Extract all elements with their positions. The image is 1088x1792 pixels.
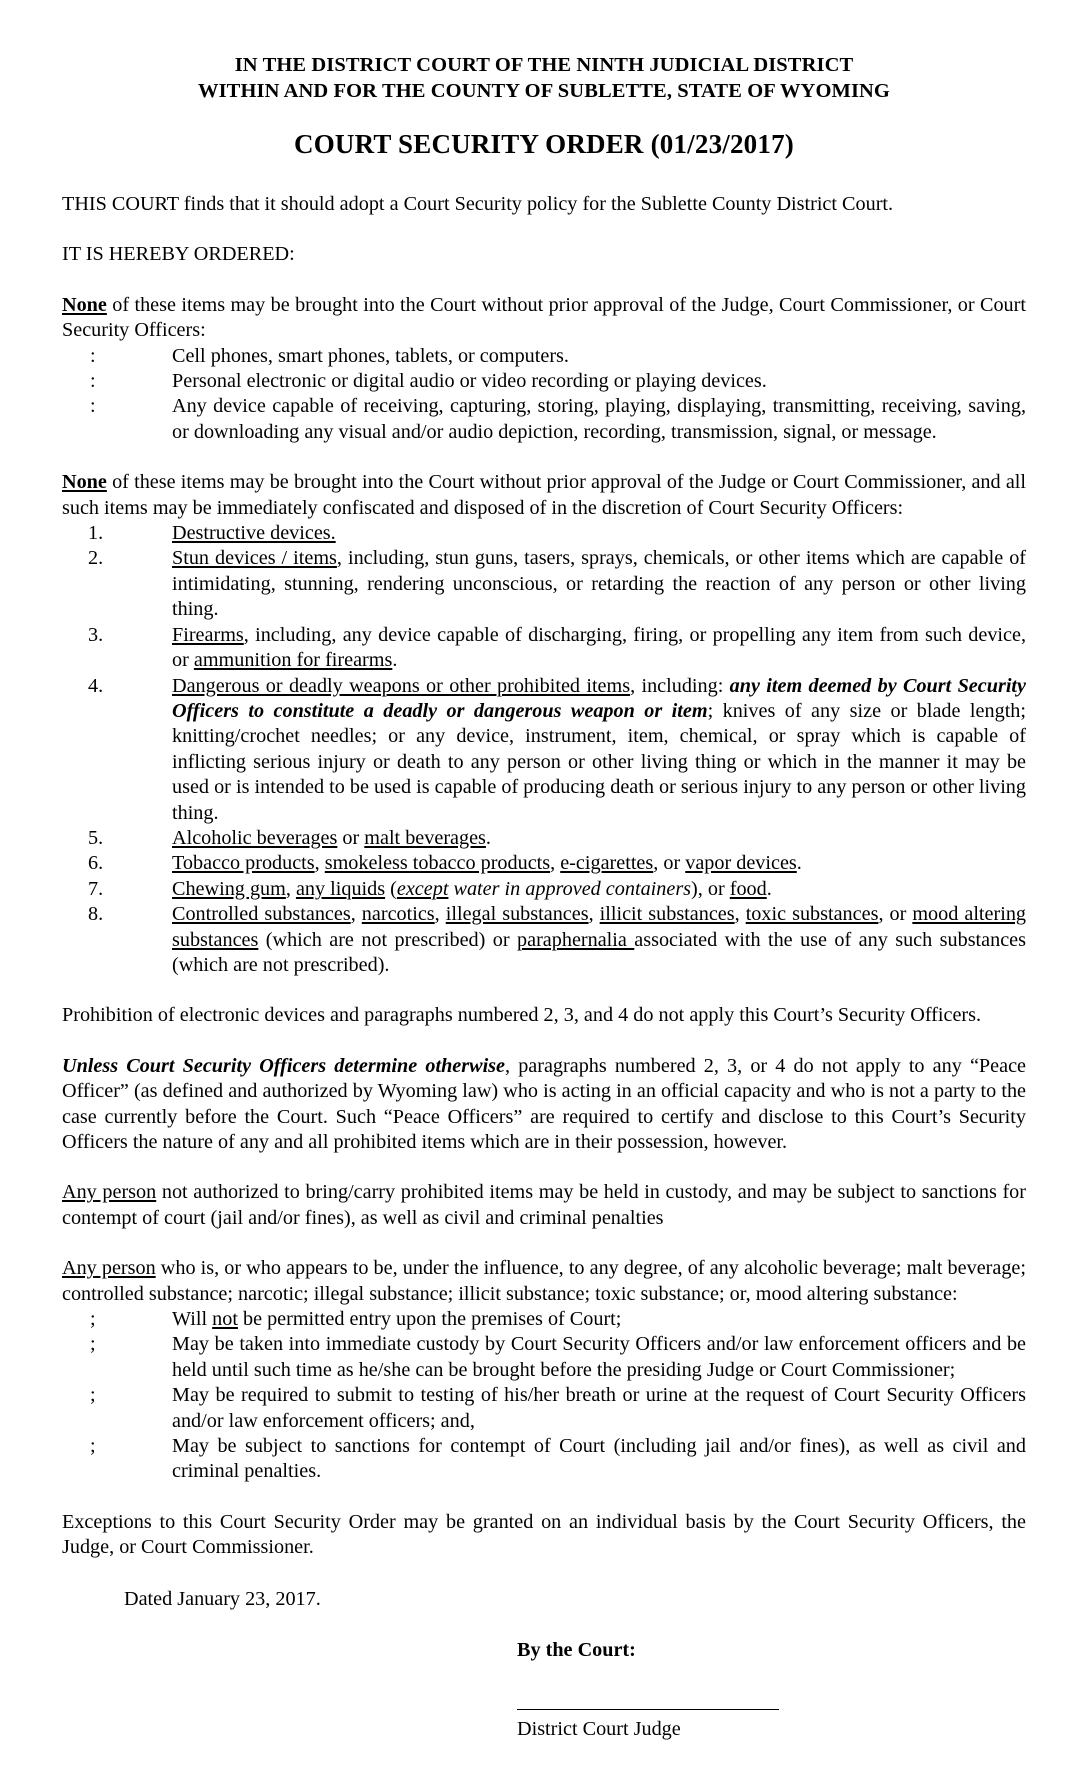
list-item-text: , including, any device capable of discharging, firing, or propelling any item from such device, or [172,623,1026,672]
ordered-heading: IT IS HEREBY ORDERED: [62,243,295,266]
list-item-number: 8. [88,903,104,926]
none-lead-1: None [62,293,107,316]
list-item-number: 5. [88,826,104,849]
unless-paragraph [62,1054,1026,1156]
any-person-paragraph-2 [62,1256,1026,1307]
list-item [62,1383,1026,1434]
list-item-text: May be subject to sanctions for contempt of Court (including jail and/or fines), as well as civil and criminal penalties. [172,1435,1026,1483]
list-item-text: May be required to submit to testing of his/her breath or urine at the request of Court Security Officers and/or law enforcement officers; and, [172,1384,1026,1432]
list-item-number: 2. [88,547,104,570]
list-item-lead: Destructive devices. [172,522,336,545]
table-row [62,546,1026,622]
signature-line [517,1708,779,1710]
list-item [62,1332,1026,1383]
list-item-lead: Firearms [172,623,244,646]
bullet-marker-icon: ; [90,1435,96,1458]
list-item [62,344,1026,369]
none-paragraph-2 [62,470,1026,521]
table-row [62,902,1026,978]
none-paragraph-1 [62,293,1026,344]
court-header-line-1: IN THE DISTRICT COURT OF THE NINTH JUDICIAL DISTRICT [234,54,854,76]
by-the-court-label: By the Court: [517,1639,636,1662]
court-header-line-2: WITHIN AND FOR THE COUNTY OF SUBLETTE, STATE OF WYOMING [198,80,890,102]
bullet-marker-icon: ; [90,1308,96,1331]
list-item-lead: Stun devices / items [172,547,337,570]
list-item-lead: Alcoholic beverages [172,826,338,849]
list-item-tail: ammunition for firearms [193,649,393,672]
list-item-text-2: ; knives of any size or blade length; knitting/crochet needles; or any device, instrument, item, chemical, or spray which is capable of inflicting serious injury or death to any person or other living thing or which in the manner it may be used or is intended to be used is capable of producing death or serious injury to any person or other living thing. [172,699,1026,824]
list-item-text: Personal electronic or digital audio or video recording or playing devices. [172,370,767,393]
bullet-marker-icon: ; [90,1384,96,1407]
table-row [62,877,1026,902]
list-item-lead: Dangerous or deadly weapons or other prohibited items [172,674,631,697]
electronic-items-list [62,344,1026,446]
list-item-text: Tobacco products, smokeless tobacco products, e-cigarettes, or vapor devices. [172,852,802,875]
list-item-text: or [337,826,365,849]
influence-consequences-list [62,1307,1026,1485]
list-item-emphasis: any item deemed by Court Security Officers to constitute a deadly or dangerous weapon or item [172,674,1026,722]
dated-line: Dated January 23, 2017. [124,1587,321,1610]
unless-lead: Unless Court Security Officers determine otherwise [62,1054,505,1077]
bullet-marker-icon: : [90,344,96,367]
list-item-text: Any device capable of receiving, capturing, storing, playing, displaying, transmitting, receiving, saving, or downloading any visual and/or audio depiction, recording, transmission, signal, or message. [172,395,1026,443]
list-item-text: Chewing gum, any liquids (except water in approved containers), or food. [172,877,772,900]
table-row [62,826,1026,851]
bullet-marker-icon: : [90,395,96,418]
none-lead-2: None [62,471,107,494]
any-person-rest-2: who is, or who appears to be, under the influence, to any degree, of any alcoholic beverage; malt beverage; controlled substance; narcotic; illegal substance; illicit substance; toxic substance; or, mood altering substance: [62,1257,1026,1305]
any-person-lead-2: Any person [62,1257,156,1280]
court-header [62,52,1026,104]
list-item [62,1307,1026,1332]
list-item-text: Cell phones, smart phones, tablets, or computers. [172,344,569,367]
list-item [62,1434,1026,1485]
list-item-tail-after: . [392,649,398,672]
list-item-text: Will not be permitted entry upon the premises of Court; [172,1308,622,1331]
list-item [62,369,1026,394]
list-item-text: , including: [630,674,730,697]
none-rest-1: of these items may be brought into the Court without prior approval of the Judge, Court Commissioner, or Court Security Officers: [62,293,1026,342]
exceptions-paragraph: Exceptions to this Court Security Order may be granted on an individual basis by the Court Security Officers, the Judge, or Court Commissioner. [62,1510,1026,1559]
any-person-paragraph-1 [62,1180,1026,1231]
list-item-number: 4. [88,674,104,697]
table-row [62,623,1026,674]
list-item-text: Controlled substances, narcotics, illegal substances, illicit substances, toxic substances, or mood altering substances (which are not prescribed) or paraphernalia associated with the use of any such substances (which are not prescribed). [172,903,1027,976]
document-title: COURT SECURITY ORDER (01/23/2017) [294,129,794,159]
bullet-marker-icon: : [90,370,96,393]
list-item-tail: malt beverages [364,826,486,849]
table-row [62,521,1026,546]
list-item [62,394,1026,445]
table-row [62,851,1026,876]
list-item-number: 7. [88,877,104,900]
list-item-number: 3. [88,623,104,646]
findings-paragraph: THIS COURT finds that it should adopt a Court Security policy for the Sublette County District Court. [62,193,894,215]
none-rest-2: of these items may be brought into the Court without prior approval of the Judge or Court Commissioner, and all such items may be immediately confiscated and disposed of in the discretion of Court Security Officers: [62,471,1026,519]
prohibition-paragraph: Prohibition of electronic devices and paragraphs numbered 2, 3, and 4 do not apply this Court’s Security Officers. [62,1004,982,1027]
list-item-number: 6. [88,852,104,875]
prohibited-items-list [62,521,1026,978]
list-item-number: 1. [88,522,104,545]
judge-signature-caption: District Court Judge [517,1717,681,1740]
list-item-text: May be taken into immediate custody by Court Security Officers and/or law enforcement officers and be held until such time as he/she can be brought before the presiding Judge or Court Commissioner; [172,1333,1026,1381]
list-item-text: , including, stun guns, tasers, sprays, chemicals, or other items which are capable of intimidating, stunning, rendering unconscious, or retarding the reaction of any person or other living thing. [172,547,1027,621]
table-row [62,674,1026,826]
any-person-lead-1: Any person [62,1181,157,1204]
list-item-tail-after: . [485,826,491,849]
unless-rest: , paragraphs numbered 2, 3, or 4 do not apply to any “Peace Officer” (as defined and authorized by Wyoming law) who is acting in an official capacity and who is not a party to the case currently before the Court. Such “Peace Officers” are required to certify and disclose to this Court’s Security Officers the nature of any and all prohibited items which are in their possession, however. [62,1054,1026,1153]
bullet-marker-icon: ; [90,1333,96,1356]
any-person-rest-1: not authorized to bring/carry prohibited items may be held in custody, and may be subject to sanctions for contempt of court (jail and/or fines), as well as civil and criminal penalties [62,1181,1026,1229]
